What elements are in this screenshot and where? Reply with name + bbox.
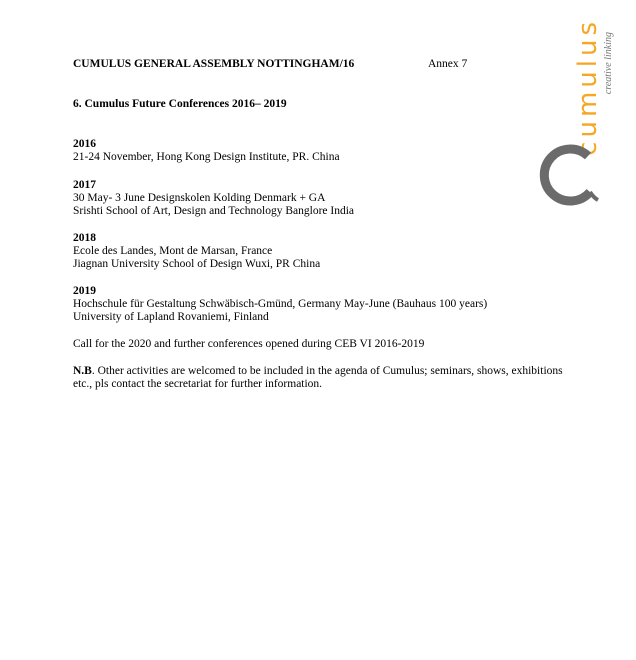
conference-line: Hochschule für Gestaltung Schwäbisch-Gmünd, Germany May-June (Bauhaus 100 years) [73, 298, 488, 310]
call-for-conferences: Call for the 2020 and further conferences opened during CEB VI 2016-2019 [73, 338, 425, 350]
cumulus-c-logo-icon [536, 142, 602, 208]
year-heading-2017: 2017 [73, 179, 96, 191]
annex-label: Annex 7 [428, 58, 468, 70]
cumulus-logo-wordmark [573, 18, 614, 156]
logo-word: cumulus [573, 18, 603, 156]
conference-line: Srishti School of Art, Design and Technology Banglore India [73, 205, 355, 217]
section-title: 6. Cumulus Future Conferences 2016– 2019 [73, 98, 287, 110]
year-heading-2019: 2019 [73, 285, 96, 297]
conference-line: University of Lapland Rovaniemi, Finland [73, 311, 269, 323]
year-heading-2016: 2016 [73, 138, 96, 150]
conference-line: Ecole des Landes, Mont de Marsan, France [73, 245, 273, 257]
nb-label: N.B [73, 365, 92, 377]
logo-tagline: creative linking [603, 32, 614, 95]
year-heading-2018: 2018 [73, 232, 96, 244]
conference-line: 21-24 November, Hong Kong Design Institute, PR. China [73, 151, 340, 163]
nb-text: . Other activities are welcomed to be included in the agenda of Cumulus; seminars, shows, exhibitions [91, 365, 563, 377]
document-header-title: CUMULUS GENERAL ASSEMBLY NOTTINGHAM/16 [73, 58, 355, 70]
conference-line: Jiagnan University School of Design Wuxi, PR China [73, 258, 321, 270]
nb-paragraph-line-1 [73, 364, 563, 378]
nb-paragraph-line-2: etc., pls contact the secretariat for further information. [73, 378, 323, 390]
conference-line: 30 May- 3 June Designskolen Kolding Denmark + GA [73, 192, 326, 204]
